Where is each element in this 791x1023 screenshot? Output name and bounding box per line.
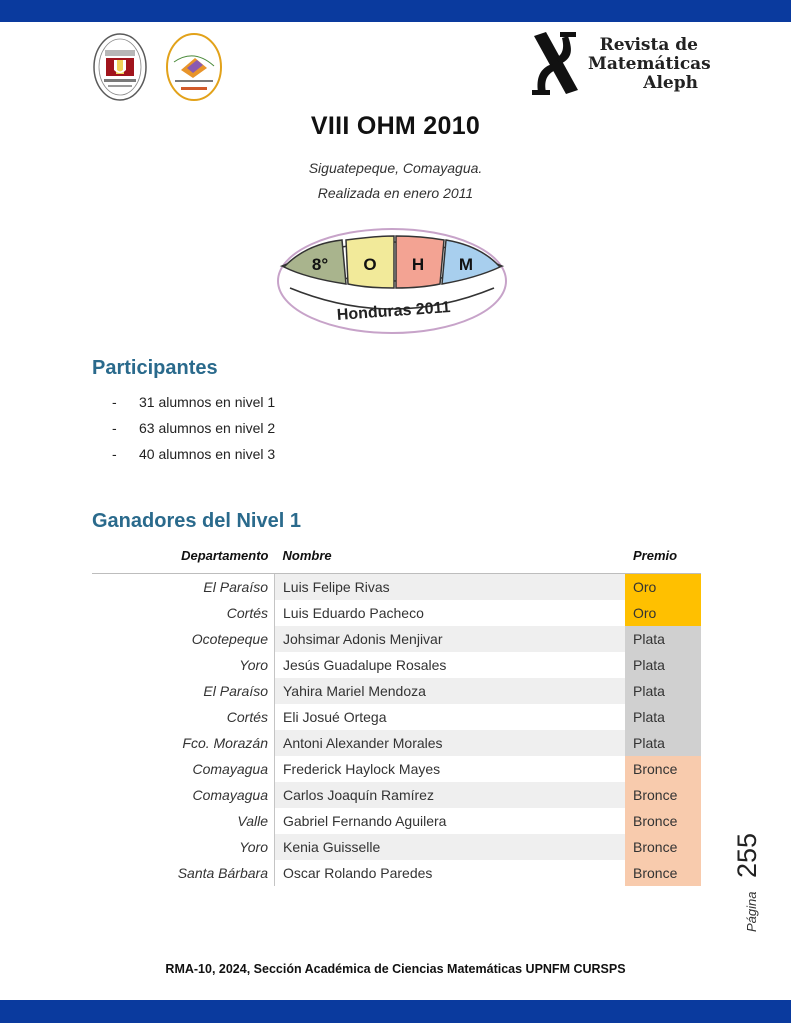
journal-name xyxy=(588,35,711,93)
page-title: VIII OHM 2010 xyxy=(310,112,481,140)
list-item xyxy=(112,419,275,445)
cell-departamento: Yoro xyxy=(92,834,275,860)
list-item-text: 63 alumnos en nivel 2 xyxy=(139,420,276,436)
aleph-logo-icon xyxy=(528,28,584,98)
cell-premio: Bronce xyxy=(625,860,701,886)
cell-nombre: Carlos Joaquín Ramírez xyxy=(275,782,626,808)
list-item-text: 40 alumnos en nivel 3 xyxy=(139,446,276,462)
event-logo-letter-3: H xyxy=(411,255,425,274)
event-logo-letter-1: 8° xyxy=(311,255,329,274)
cell-nombre: Kenia Guisselle xyxy=(275,834,626,860)
winners-table xyxy=(92,545,701,886)
list-item xyxy=(112,393,275,419)
cell-departamento: Comayagua xyxy=(92,756,275,782)
cell-departamento: Valle xyxy=(92,808,275,834)
cell-premio: Plata xyxy=(625,730,701,756)
cell-premio: Bronce xyxy=(625,834,701,860)
cell-departamento: El Paraíso xyxy=(92,574,275,600)
journal-name-line3: Aleph xyxy=(643,73,698,93)
column-header-departamento: Departamento xyxy=(181,547,269,563)
page-number xyxy=(716,822,766,932)
cell-premio: Oro xyxy=(625,574,701,600)
table-row xyxy=(92,704,701,730)
page-label: Página xyxy=(744,891,759,932)
cell-departamento: Cortés xyxy=(92,600,275,626)
journal-name-line2: Matemáticas xyxy=(588,54,711,74)
math-section-logo-icon xyxy=(165,32,223,102)
subtitle-date: Realizada en enero 2011 xyxy=(317,185,474,201)
cell-nombre: Luis Eduardo Pacheco xyxy=(283,605,424,621)
cell-premio: Bronce xyxy=(625,756,701,782)
cell-nombre: Yahira Mariel Mendoza xyxy=(275,678,626,704)
table-row xyxy=(92,678,701,704)
table-row xyxy=(92,860,701,886)
cell-premio: Bronce xyxy=(625,808,701,834)
cell-nombre: Jesús Guadalupe Rosales xyxy=(283,657,447,673)
table-row xyxy=(92,834,701,860)
cell-premio: Plata xyxy=(625,704,701,730)
top-band xyxy=(0,0,791,22)
participants-list xyxy=(112,393,275,471)
table-row xyxy=(92,730,701,756)
table-row xyxy=(92,626,701,652)
journal-name-line1: Revista de xyxy=(599,35,698,55)
list-dash: - xyxy=(112,420,117,436)
table-row xyxy=(92,574,701,600)
cell-nombre: Antoni Alexander Morales xyxy=(275,730,626,756)
column-header-premio: Premio xyxy=(633,547,678,563)
list-dash: - xyxy=(112,446,117,462)
cell-departamento: Yoro xyxy=(92,652,275,678)
table-row xyxy=(92,808,701,834)
table-row xyxy=(92,600,701,626)
cell-premio: Oro xyxy=(625,600,701,626)
cell-premio: Plata xyxy=(625,678,701,704)
bottom-band xyxy=(0,1000,791,1023)
event-logo xyxy=(276,226,508,336)
list-item xyxy=(112,445,275,471)
event-logo-caption: Honduras 2011 xyxy=(336,299,452,324)
event-logo-letter-2: O xyxy=(363,255,377,274)
cell-nombre: Johsimar Adonis Menjivar xyxy=(275,626,626,652)
cell-departamento: Comayagua xyxy=(92,782,275,808)
list-dash: - xyxy=(112,394,117,410)
cell-premio: Plata xyxy=(625,626,701,652)
cell-departamento: Cortés xyxy=(92,704,275,730)
cell-departamento: Santa Bárbara xyxy=(92,860,275,886)
cell-premio: Plata xyxy=(625,652,701,678)
page-number-value: 255 xyxy=(732,832,762,878)
event-logo-letter-4: M xyxy=(458,255,474,274)
university-seal-icon xyxy=(92,32,148,102)
cell-departamento: Ocotepeque xyxy=(92,626,275,652)
table-row xyxy=(92,782,701,808)
cell-nombre: Oscar Rolando Paredes xyxy=(283,865,433,881)
cell-nombre: Luis Felipe Rivas xyxy=(275,574,626,600)
cell-nombre: Frederick Haylock Mayes xyxy=(283,761,441,777)
table-row xyxy=(92,652,701,678)
table-row xyxy=(92,756,701,782)
participants-heading: Participantes xyxy=(92,357,218,379)
column-header-nombre: Nombre xyxy=(282,547,332,563)
list-item-text: 31 alumnos en nivel 1 xyxy=(139,394,276,410)
winners-heading: Ganadores del Nivel 1 xyxy=(92,510,301,532)
cell-nombre: Eli Josué Ortega xyxy=(283,709,387,725)
footer: RMA-10, 2024, Sección Académica de Ciencias Matemáticas UPNFM CURSPS xyxy=(165,962,626,976)
cell-nombre: Gabriel Fernando Aguilera xyxy=(283,813,447,829)
cell-departamento: Fco. Morazán xyxy=(92,730,275,756)
subtitle-location: Siguatepeque, Comayagua. xyxy=(308,160,483,176)
cell-premio: Bronce xyxy=(625,782,701,808)
cell-departamento: El Paraíso xyxy=(92,678,275,704)
